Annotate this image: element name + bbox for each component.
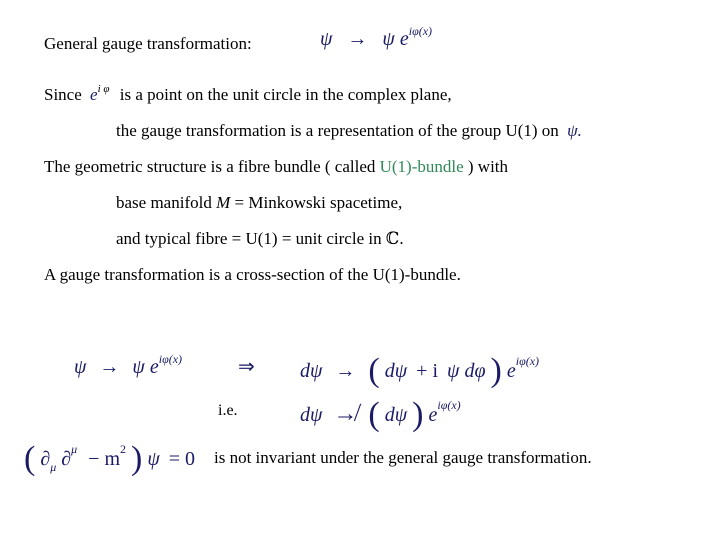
not-invariant-text: is not invariant under the general gauge transformation. [214,448,592,467]
u1-bundle-term: U(1)-bundle [379,157,464,176]
geometric-post: ) with [467,157,509,176]
kg-partial: ∂ [40,448,51,470]
phase-superscript: iφ(x) [158,352,183,366]
equation-row1-left [74,352,183,379]
arrow-symbol: → [335,360,356,382]
line-representation [116,121,582,141]
phase-superscript: iφ(x) [408,24,433,38]
line-geometric-structure [44,157,508,177]
psi-symbol: ψ [132,356,145,378]
arrow-symbol: → [347,28,368,50]
kg-sq: 2 [120,442,127,456]
kg-open-paren: ( [24,440,36,477]
line-general-gauge [44,34,252,54]
equation-row1-right [300,348,540,389]
open-paren: ( [368,396,380,433]
line-typical-fibre [116,229,404,249]
base-pre: base manifold [116,193,212,212]
manifold-M: M [216,193,231,212]
arrow-symbol: → [99,356,120,378]
exp-e: e [399,28,409,50]
equation-row2 [300,392,461,433]
phase-superscript: iφ(x) [437,398,461,412]
psi-symbol: ψ [320,28,333,50]
psi-symbol: ψ [447,360,460,382]
equation-gauge-transform [320,24,433,51]
psi-symbol: ψ [147,448,160,470]
line-since [44,85,452,107]
psi-end: ψ. [567,121,582,140]
since-prefix: Since [44,85,82,104]
representation-text: the gauge transformation is a representation of the group U(1) on [116,121,559,140]
d-phi-term: dφ [464,360,486,382]
exp-e-inline: e [90,85,98,104]
complex-C: ℂ. [385,229,404,248]
general-gauge-label: General gauge transformation: [44,34,252,53]
since-suffix: is a point on the unit circle in the complex plane, [119,85,452,104]
kg-mu-low: μ [50,460,57,474]
kg-mu-up: μ [71,442,78,456]
d-psi-term: dψ [384,404,408,426]
close-paren: ) [412,396,424,433]
exp-e: e [428,404,438,426]
psi-symbol: ψ [382,28,395,50]
not-arrow-symbol: ↛ [333,401,358,427]
base-post: = Minkowski spacetime, [234,193,403,212]
plus-i: + i [416,360,439,382]
exp-e: e [149,356,159,378]
d-psi-term: dψ [384,360,408,382]
kg-partial: ∂ [61,448,72,470]
kg-minus-m: − m [88,448,121,470]
line-base-manifold [116,193,402,213]
close-paren: ) [490,352,502,389]
implies-symbol: ⇒ [238,356,255,378]
geometric-pre: The geometric structure is a fibre bundle ( called [44,157,376,176]
line-cross-section [44,265,461,285]
phase-superscript: iφ(x) [515,354,540,368]
phase-inline: i φ [97,83,110,95]
klein-gordon-equation [24,436,196,477]
fibre-pre: and typical fibre = U(1) = unit circle in [116,229,382,248]
d-psi-lhs: dψ [300,404,323,426]
exp-e: e [506,360,516,382]
kg-close-paren: ) [131,440,143,477]
cross-section-text: A gauge transformation is a cross-section of the U(1)-bundle. [44,265,461,284]
psi-symbol: ψ [74,356,87,378]
kg-eq0: = 0 [168,448,196,470]
d-psi-lhs: dψ [300,360,323,382]
ie-label: i.e. [218,402,238,419]
open-paren: ( [368,352,380,389]
